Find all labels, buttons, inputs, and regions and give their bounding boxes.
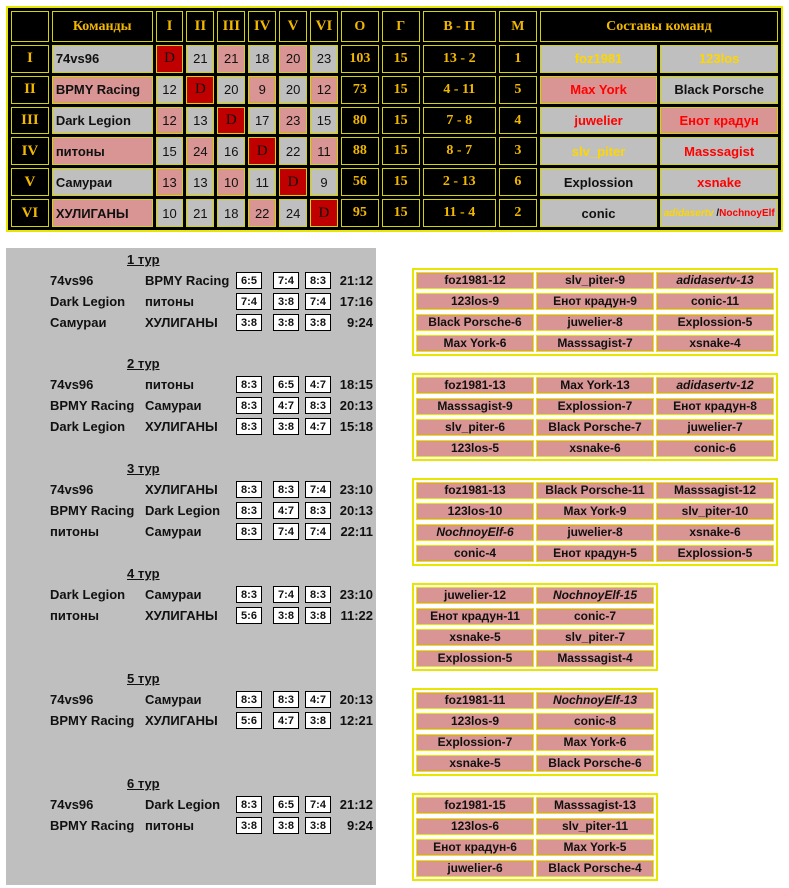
result-cell: 20 <box>279 76 307 104</box>
tours-panel <box>6 248 376 885</box>
tour-title: 2 тур <box>127 356 160 371</box>
game-score: 3:8 <box>236 314 262 331</box>
team-home: BPMY Racing <box>50 818 135 833</box>
place: 5 <box>499 76 537 104</box>
player-score: Black Porsche-6 <box>536 755 654 772</box>
standings-row <box>11 137 778 165</box>
result-cell: 11 <box>310 137 338 165</box>
header-wins-losses: В - П <box>423 11 496 42</box>
game-score: 6:5 <box>273 796 299 813</box>
result-cell: 9 <box>310 168 338 196</box>
game-score: 8:3 <box>305 272 331 289</box>
roster-player: foz1981 <box>540 45 658 73</box>
roster-separator: / <box>713 207 720 219</box>
points: 103 <box>341 45 379 73</box>
roster-player: NochnoyElf <box>719 207 775 219</box>
wins-losses: 11 - 4 <box>423 199 496 227</box>
player-score: 123los-6 <box>416 818 534 835</box>
match-total: 18:15 <box>339 377 373 392</box>
tour-title: 6 тур <box>127 776 160 791</box>
game-score: 8:3 <box>236 523 262 540</box>
game-score: 3:8 <box>305 607 331 624</box>
team-name: 74vs96 <box>52 45 153 73</box>
team-name: Самураи <box>52 168 153 196</box>
team-away: ХУЛИГАНЫ <box>145 713 218 728</box>
team-away: Самураи <box>145 692 202 707</box>
game-score: 7:4 <box>305 293 331 310</box>
player-score: Енот крадун-8 <box>656 398 774 415</box>
player-score: conic-7 <box>536 608 654 625</box>
game-score: 4:7 <box>273 397 299 414</box>
player-score-block <box>412 583 658 671</box>
standings-row <box>11 107 778 135</box>
result-cell: D <box>279 168 307 196</box>
tour-title: 5 тур <box>127 671 160 686</box>
player-score: Masssagist-7 <box>536 335 654 352</box>
game-score: 3:8 <box>305 712 331 729</box>
result-cell: 22 <box>248 199 276 227</box>
result-cell: 21 <box>186 45 214 73</box>
team-away: Самураи <box>145 398 202 413</box>
header-place: М <box>499 11 537 42</box>
roster-player-pair <box>660 199 778 227</box>
team-home: питоны <box>50 524 99 539</box>
team-away: ХУЛИГАНЫ <box>145 315 218 330</box>
wins-losses: 13 - 2 <box>423 45 496 73</box>
player-score: juwelier-7 <box>656 419 774 436</box>
player-score: Max York-6 <box>416 335 534 352</box>
match-total: 20:13 <box>339 398 373 413</box>
standings-header-row <box>11 11 778 42</box>
wins-losses: 2 - 13 <box>423 168 496 196</box>
player-score: slv_piter-11 <box>536 818 654 835</box>
game-score: 7:4 <box>273 586 299 603</box>
player-score: foz1981-15 <box>416 797 534 814</box>
team-home: питоны <box>50 608 99 623</box>
team-name: BPMY Racing <box>52 76 153 104</box>
wins-losses: 4 - 11 <box>423 76 496 104</box>
result-cell: 23 <box>279 107 307 135</box>
player-score: xsnake-6 <box>536 440 654 457</box>
result-cell: 20 <box>279 45 307 73</box>
team-away: питоны <box>145 818 194 833</box>
tour-title: 4 тур <box>127 566 160 581</box>
roster-player: Max York <box>540 76 658 104</box>
player-score: Explossion-7 <box>536 398 654 415</box>
standings-row <box>11 168 778 196</box>
games: 15 <box>382 45 420 73</box>
player-score: Black Porsche-6 <box>416 314 534 331</box>
result-cell: 21 <box>217 45 245 73</box>
row-number: III <box>11 107 49 135</box>
result-cell: 12 <box>156 76 184 104</box>
team-away: Самураи <box>145 587 202 602</box>
row-number: V <box>11 168 49 196</box>
game-score: 3:8 <box>273 607 299 624</box>
player-score-block <box>412 268 778 356</box>
roster-player: Masssagist <box>660 137 778 165</box>
game-score: 3:8 <box>273 293 299 310</box>
game-score: 7:4 <box>236 293 262 310</box>
result-cell: D <box>248 137 276 165</box>
team-home: 74vs96 <box>50 482 94 497</box>
game-score: 3:8 <box>305 817 331 834</box>
game-score: 8:3 <box>236 796 262 813</box>
match-total: 21:12 <box>339 273 373 288</box>
header-points: О <box>341 11 379 42</box>
player-score: foz1981-13 <box>416 377 534 394</box>
player-score: Explossion-5 <box>656 314 774 331</box>
team-away: ХУЛИГАНЫ <box>145 419 218 434</box>
roster-player: xsnake <box>660 168 778 196</box>
result-cell: 17 <box>248 107 276 135</box>
team-away: питоны <box>145 377 194 392</box>
place: 4 <box>499 107 537 135</box>
game-score: 3:8 <box>305 314 331 331</box>
result-cell: 12 <box>310 76 338 104</box>
result-cell: 18 <box>248 45 276 73</box>
header-col-1: I <box>156 11 184 42</box>
result-cell: D <box>310 199 338 227</box>
player-score: NochnoyElf-15 <box>536 587 654 604</box>
place: 1 <box>499 45 537 73</box>
place: 2 <box>499 199 537 227</box>
games: 15 <box>382 137 420 165</box>
team-away: BPMY Racing <box>145 273 230 288</box>
player-score: conic-8 <box>536 713 654 730</box>
team-away: питоны <box>145 294 194 309</box>
header-teams: Команды <box>52 11 153 42</box>
game-score: 4:7 <box>305 376 331 393</box>
game-score: 5:6 <box>236 607 262 624</box>
result-cell: D <box>156 45 184 73</box>
match-total: 23:10 <box>339 482 373 497</box>
player-score: 123los-9 <box>416 293 534 310</box>
game-score: 4:7 <box>273 712 299 729</box>
game-score: 3:8 <box>273 418 299 435</box>
player-score: juwelier-6 <box>416 860 534 877</box>
header-col-6: VI <box>310 11 338 42</box>
player-score: foz1981-13 <box>416 482 534 499</box>
result-cell: 21 <box>186 199 214 227</box>
match-total: 15:18 <box>339 419 373 434</box>
player-score-block <box>412 688 658 776</box>
team-home: BPMY Racing <box>50 398 135 413</box>
game-score: 3:8 <box>273 817 299 834</box>
game-score: 8:3 <box>236 376 262 393</box>
result-cell: 12 <box>156 107 184 135</box>
game-score: 3:8 <box>236 817 262 834</box>
match-total: 23:10 <box>339 587 373 602</box>
player-score: xsnake-5 <box>416 629 534 646</box>
game-score: 6:5 <box>236 272 262 289</box>
result-cell: 13 <box>186 168 214 196</box>
standings-row <box>11 199 778 227</box>
games: 15 <box>382 76 420 104</box>
player-score: xsnake-6 <box>656 524 774 541</box>
player-score: Енот крадун-11 <box>416 608 534 625</box>
player-score: NochnoyElf-13 <box>536 692 654 709</box>
team-name: питоны <box>52 137 153 165</box>
team-away: ХУЛИГАНЫ <box>145 482 218 497</box>
match-total: 17:16 <box>339 294 373 309</box>
team-home: BPMY Racing <box>50 713 135 728</box>
game-score: 8:3 <box>236 397 262 414</box>
player-score: foz1981-12 <box>416 272 534 289</box>
team-home: Dark Legion <box>50 294 126 309</box>
team-home: 74vs96 <box>50 692 94 707</box>
games: 15 <box>382 107 420 135</box>
player-score: Black Porsche-11 <box>536 482 654 499</box>
header-games: Г <box>382 11 420 42</box>
match-total: 21:12 <box>339 797 373 812</box>
team-home: Dark Legion <box>50 587 126 602</box>
player-score: Max York-5 <box>536 839 654 856</box>
result-cell: 10 <box>217 168 245 196</box>
points: 95 <box>341 199 379 227</box>
game-score: 6:5 <box>273 376 299 393</box>
player-score: NochnoyElf-6 <box>416 524 534 541</box>
place: 6 <box>499 168 537 196</box>
game-score: 8:3 <box>236 481 262 498</box>
match-total: 22:11 <box>340 524 373 539</box>
player-score: juwelier-8 <box>536 524 654 541</box>
standings-row <box>11 76 778 104</box>
game-score: 4:7 <box>305 418 331 435</box>
match-total: 11:22 <box>340 608 373 623</box>
player-score: Masssagist-4 <box>536 650 654 667</box>
team-home: 74vs96 <box>50 273 94 288</box>
player-score-block <box>412 373 778 461</box>
player-score: Max York-9 <box>536 503 654 520</box>
place: 3 <box>499 137 537 165</box>
game-score: 8:3 <box>273 691 299 708</box>
points: 80 <box>341 107 379 135</box>
game-score: 7:4 <box>273 523 299 540</box>
result-cell: 10 <box>156 199 184 227</box>
tour-title: 3 тур <box>127 461 160 476</box>
result-cell: 9 <box>248 76 276 104</box>
game-score: 7:4 <box>305 523 331 540</box>
game-score: 7:4 <box>273 272 299 289</box>
game-score: 8:3 <box>236 691 262 708</box>
game-score: 3:8 <box>273 314 299 331</box>
wins-losses: 7 - 8 <box>423 107 496 135</box>
player-score: Енот крадун-9 <box>536 293 654 310</box>
team-home: 74vs96 <box>50 377 94 392</box>
player-score: 123los-5 <box>416 440 534 457</box>
row-number: II <box>11 76 49 104</box>
player-score: conic-6 <box>656 440 774 457</box>
roster-player: 123los <box>660 45 778 73</box>
player-score: Masssagist-9 <box>416 398 534 415</box>
game-score: 4:7 <box>305 691 331 708</box>
roster-player: slv_piter <box>540 137 658 165</box>
player-score: 123los-9 <box>416 713 534 730</box>
team-home: 74vs96 <box>50 797 94 812</box>
team-home: Самураи <box>50 315 107 330</box>
result-cell: 20 <box>217 76 245 104</box>
standings-row <box>11 45 778 73</box>
result-cell: 16 <box>217 137 245 165</box>
team-away: Dark Legion <box>145 797 221 812</box>
match-total: 12:21 <box>339 713 373 728</box>
result-cell: 13 <box>186 107 214 135</box>
team-away: ХУЛИГАНЫ <box>145 608 218 623</box>
team-away: Dark Legion <box>145 503 221 518</box>
roster-player: adidasertv <box>663 207 714 219</box>
team-home: BPMY Racing <box>50 503 135 518</box>
result-cell: 24 <box>279 199 307 227</box>
header-col-4: IV <box>248 11 276 42</box>
team-name: Dark Legion <box>52 107 153 135</box>
player-score: Explossion-7 <box>416 734 534 751</box>
header-blank <box>11 11 49 42</box>
game-score: 4:7 <box>273 502 299 519</box>
result-cell: 18 <box>217 199 245 227</box>
player-score: xsnake-5 <box>416 755 534 772</box>
result-cell: 13 <box>156 168 184 196</box>
player-score: conic-11 <box>656 293 774 310</box>
player-score: slv_piter-10 <box>656 503 774 520</box>
team-home: Dark Legion <box>50 419 126 434</box>
match-total: 20:13 <box>339 503 373 518</box>
row-number: I <box>11 45 49 73</box>
standings-table <box>6 6 783 232</box>
player-score: Black Porsche-4 <box>536 860 654 877</box>
player-score: xsnake-4 <box>656 335 774 352</box>
player-score: Енот крадун-5 <box>536 545 654 562</box>
player-score: Енот крадун-6 <box>416 839 534 856</box>
game-score: 8:3 <box>305 586 331 603</box>
player-score: 123los-10 <box>416 503 534 520</box>
player-score: adidasertv-12 <box>656 377 774 394</box>
result-cell: D <box>186 76 214 104</box>
header-rosters: Составы команд <box>540 11 778 42</box>
points: 88 <box>341 137 379 165</box>
header-col-3: III <box>217 11 245 42</box>
roster-player: Explossion <box>540 168 658 196</box>
match-total: 9:24 <box>346 818 373 833</box>
games: 15 <box>382 168 420 196</box>
player-score: Explossion-5 <box>416 650 534 667</box>
player-score: slv_piter-7 <box>536 629 654 646</box>
header-col-5: V <box>279 11 307 42</box>
player-score: Max York-6 <box>536 734 654 751</box>
player-score: Explossion-5 <box>656 545 774 562</box>
row-number: IV <box>11 137 49 165</box>
points: 73 <box>341 76 379 104</box>
player-score: Max York-13 <box>536 377 654 394</box>
player-score: conic-4 <box>416 545 534 562</box>
player-score: Masssagist-12 <box>656 482 774 499</box>
player-score: Black Porsche-7 <box>536 419 654 436</box>
result-cell: 15 <box>156 137 184 165</box>
roster-player: juwelier <box>540 107 658 135</box>
game-score: 8:3 <box>236 586 262 603</box>
player-score: slv_piter-9 <box>536 272 654 289</box>
game-score: 7:4 <box>305 481 331 498</box>
roster-player: conic <box>540 199 658 227</box>
result-cell: 24 <box>186 137 214 165</box>
header-col-2: II <box>186 11 214 42</box>
game-score: 8:3 <box>305 502 331 519</box>
player-score: slv_piter-6 <box>416 419 534 436</box>
player-score: juwelier-8 <box>536 314 654 331</box>
row-number: VI <box>11 199 49 227</box>
game-score: 5:6 <box>236 712 262 729</box>
team-name: ХУЛИГАНЫ <box>52 199 153 227</box>
wins-losses: 8 - 7 <box>423 137 496 165</box>
result-cell: D <box>217 107 245 135</box>
tour-title: 1 тур <box>127 252 160 267</box>
result-cell: 22 <box>279 137 307 165</box>
games: 15 <box>382 199 420 227</box>
player-score: adidasertv-13 <box>656 272 774 289</box>
player-score: Masssagist-13 <box>536 797 654 814</box>
game-score: 8:3 <box>305 397 331 414</box>
player-score-block <box>412 478 778 566</box>
roster-player: Black Porsche <box>660 76 778 104</box>
game-score: 7:4 <box>305 796 331 813</box>
roster-player: Енот крадун <box>660 107 778 135</box>
result-cell: 15 <box>310 107 338 135</box>
player-score-block <box>412 793 658 881</box>
result-cell: 11 <box>248 168 276 196</box>
match-total: 9:24 <box>346 315 373 330</box>
game-score: 8:3 <box>236 418 262 435</box>
player-score: juwelier-12 <box>416 587 534 604</box>
game-score: 8:3 <box>236 502 262 519</box>
player-score: foz1981-11 <box>416 692 534 709</box>
team-away: Самураи <box>145 524 202 539</box>
points: 56 <box>341 168 379 196</box>
result-cell: 23 <box>310 45 338 73</box>
match-total: 20:13 <box>339 692 373 707</box>
game-score: 8:3 <box>273 481 299 498</box>
